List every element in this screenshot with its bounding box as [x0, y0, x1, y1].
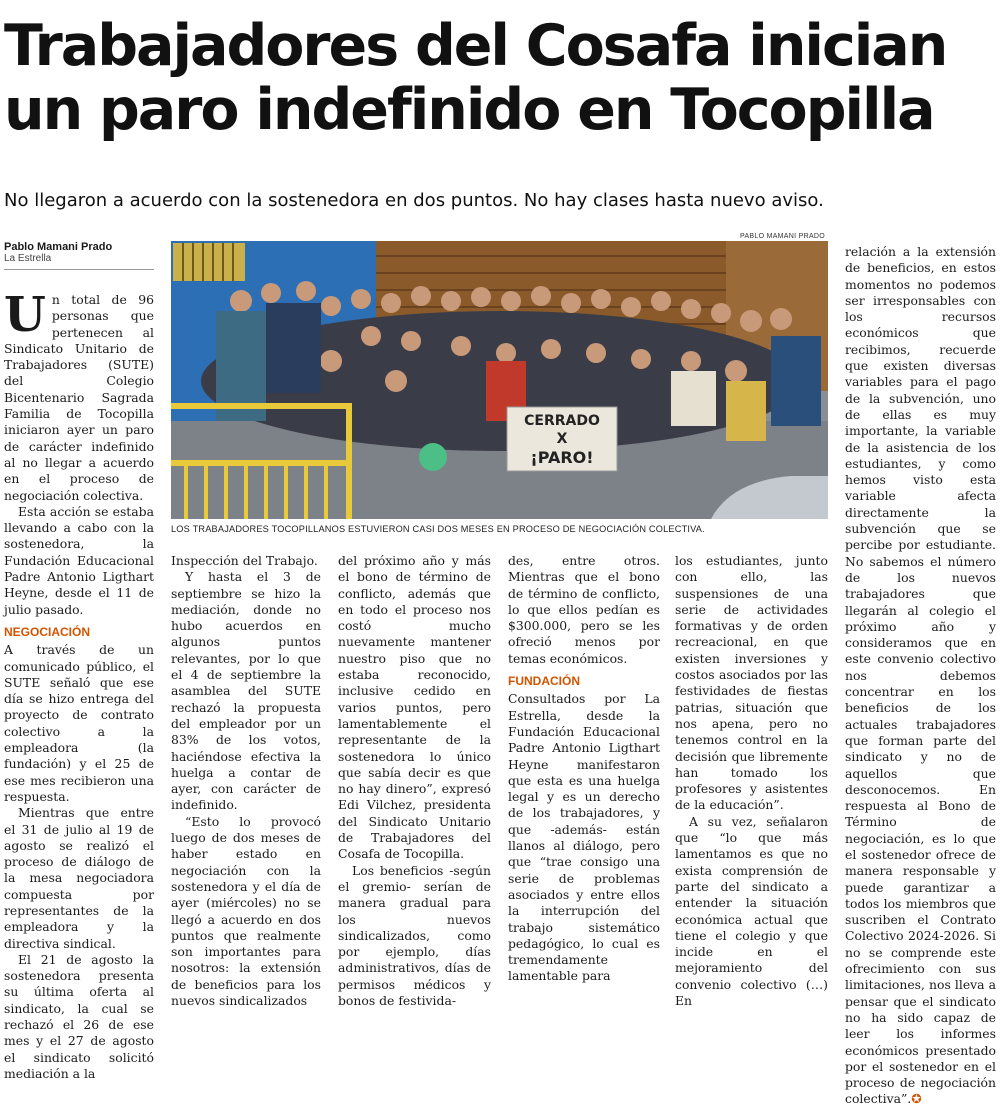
headline-line-1: Trabajadores del Cosafa inician: [4, 13, 947, 79]
paragraph: los estudiantes, junto con ello, las suspensiones de una serie de actividades formativas y de orden recreacional, en que existen inversiones y costos asociados por las festividades de fiestas patrias, situación que nos apena, pero no tenemos control en la decisión que libremente han tomado los profesores y asistentes de la educación”.: [675, 553, 828, 813]
paragraph-intro: [4, 287, 154, 504]
author-name: Pablo Mamani Prado: [4, 241, 113, 253]
paragraph: A su vez, señalaron que “lo que más lamentamos es que no exista comprensión de parte del sindicato a entender la situación económica actual que tiene el colegio y que incide en el mejoramiento del convenio colectivo (…) En: [675, 813, 828, 1009]
paragraph: [845, 244, 996, 1108]
paragraph-text: n total de 96 personas que pertenecen al Sindicato Unitario de Trabajadores (SUTE) del Colegio Bicentenario Sagrada Familia de Tocopilla iniciaron ayer un paro de carácter indefinido al no llegar a acuerdo en el proceso de negociación colectiva.: [4, 292, 154, 503]
column-5: [675, 553, 828, 1009]
photo-caption: LOS TRABAJADORES TOCOPILLANOS ESTUVIERON CASI DOS MESES EN PROCESO DE NEGOCIACIÓN COLECTIVA.: [171, 524, 705, 534]
column-4: [508, 553, 660, 985]
sign-text-1: CERRADO: [524, 413, 600, 429]
paragraph: Esta acción se estaba llevando a cabo con la sostenedora, la Fundación Educacional Padre Antonio Ligthart Heyne, desde el 11 de julio pasado.: [4, 503, 154, 617]
sign-text-3: ¡PARO!: [530, 448, 594, 467]
photo-illustration: [171, 241, 828, 519]
paragraph-text: relación a la extensión de beneficios, en estos momentos no podemos ser irresponsables con los recursos económicos que recibimos, recuerde que existen diversas variables para el pago de la subvención, uno de ellas es muy importante, la variable de la asistencia de los estudiantes, y como hemos visto esta variable afecta directamente la subvención que se percibe por estudiante. No sabemos el número de los nuevos trabajadores que llegarán al colegio el próximo año y consideramos que en este convenio colectivo nos debemos concentrar en los beneficios de los actuales trabajadores que forman parte del sindicato y no de aquellos que desconocemos. En respuesta al Bono de Término de negociación, es lo que el sostenedor ofrece de manera responsable y puede garantizar a todos los miembros que suscriben el Contrato Colectivo 2024-2026. Si no se comprende este ofrecimiento con sus limitaciones, nos lleva a pensar que el sindicato no ha sido capaz de leer los informes económicos presentado por el sostenedor en el proceso de negociación colectiva”.: [845, 244, 996, 1107]
paragraph: des, entre otros. Mientras que el bono de término de conflicto, lo que ellos pedían es $300.000, pero se les ofreció menos por temas económicos.: [508, 553, 660, 666]
paragraph: del próximo año y más el bono de término de conflicto, además que en todo el proceso nos costó mucho nuevamente mantener nuestro piso que no estaba reconocido, inclusive cedido en varios puntos, pero lamentablemente el representante de la sostenedora lo único que sabía decir es que no hay dinero”, expresó Edi Vilchez, presidenta del Sindicato Unitario de Trabajadores del Cosafa de Tocopilla.: [338, 553, 491, 862]
sign-text-2: X: [556, 431, 568, 447]
headline-line-2: un paro indefinido en Tocopilla: [4, 77, 934, 143]
headline: [4, 14, 998, 142]
paragraph: El 21 de agosto la sostenedora presenta su última oferta al sindicato, la cual se rechazó el 26 de ese mes y el 27 de agosto el sindicato solicitó mediación a la: [4, 951, 154, 1081]
paragraph: “Esto lo provocó luego de dos meses de haber estado en negociación con la sostenedora y el día de ayer (miércoles) no se llegó a acuerdo en dos puntos que realmente son importantes para nosotros: la extensión de beneficios para los nuevos sindicalizados: [171, 813, 321, 1009]
photo-credit: PABLO MAMANI PRADO: [740, 233, 826, 240]
byline: [4, 241, 154, 270]
outlet-name: La Estrella: [4, 253, 52, 264]
paragraph: Mientras que entre el 31 de julio al 19 de agosto se realizó el proceso de diálogo de la mesa negociadora compuesta por representantes de la empleadora y la directiva sindical.: [4, 805, 154, 951]
paragraph: A través de un comunicado público, el SUTE señaló que ese día se hizo entrega del proyecto de contrato colectivo a la empleadora (la fundación) y el 25 de ese mes recibieron una respuesta.: [4, 642, 154, 804]
column-3: [338, 553, 491, 1009]
article-photo: [171, 241, 828, 519]
column-1: [4, 287, 154, 1082]
column-2: [171, 553, 321, 1009]
section-heading-fundacion: FUNDACIÓN: [508, 674, 580, 689]
paragraph: Y hasta el 3 de septiembre se hizo la mediación, donde no hubo acuerdos en algunos puntos relevantes, por lo que el 4 de septiembre la asamblea del SUTE rechazó la propuesta del empleador por un 83% de los votos, haciéndose efectiva la huelga a contar de ayer, con carácter de indefinido.: [171, 569, 321, 813]
section-heading-negociacion: NEGOCIACIÓN: [4, 624, 91, 639]
column-6: [845, 244, 996, 1108]
end-mark-icon: ✪: [911, 1091, 922, 1107]
protest-sign: [507, 407, 617, 471]
paragraph: Los beneficios -según el gremio- serían de manera gradual para los nuevos sindicalizados, como por ejemplo, días administrativos, días de permisos médicos y bonos de festivida-: [338, 862, 491, 1009]
paragraph: Inspección del Trabajo.: [171, 553, 318, 568]
subheadline: No llegaron a acuerdo con la sostenedora en dos puntos. No hay clases hasta nuevo aviso.: [4, 190, 824, 211]
dropcap: U: [4, 287, 46, 343]
paragraph: Consultados por La Estrella, desde la Fundación Educacional Padre Antonio Ligthart Heyne manifestaron que esta es una huelga legal y es un derecho de los trabajadores, y que -además- están llanos al diálogo, pero que “trae consigo una serie de problemas asociados y entre ellos la interrupción del trabajo sistemático pedagógico, lo cual es tremendamente lamentable para: [508, 691, 660, 984]
